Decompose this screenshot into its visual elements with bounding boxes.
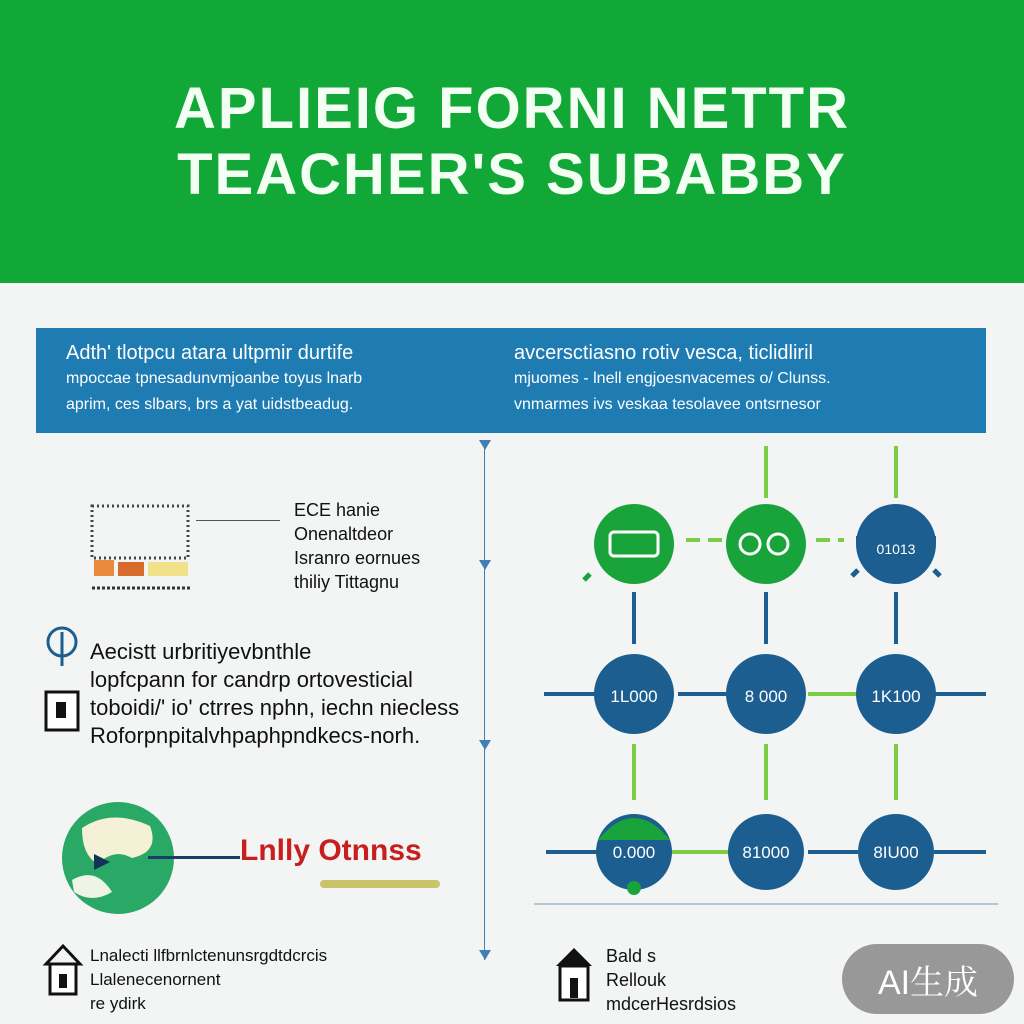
banner-left-line-3: aprim, ces slbars, brs a yat uidstbeadug. (66, 396, 354, 413)
arrow-center-icon (479, 740, 491, 750)
title-header (0, 0, 1024, 283)
mid-node-1-label: 1L000 (610, 687, 658, 706)
top-node-2 (726, 504, 806, 584)
item4-text (90, 944, 327, 1016)
item1-connector (196, 520, 280, 521)
right-bottom-line-1: Bald s (606, 946, 657, 966)
item1-line-3: Isranro eornues (294, 548, 421, 568)
title-line-2: TEACHER'S SUBABBY (177, 141, 847, 207)
item1-line-2: Onenaltdeor (294, 524, 394, 544)
item3-connector (148, 856, 240, 859)
scribble-map-icon (86, 500, 206, 600)
house-icon (42, 940, 84, 1000)
banner-left-line-2: mpoccae tpnesadunvmjoanbe toyus lnarb (66, 370, 363, 387)
divider-arrows (474, 436, 496, 966)
item2-line-4: Roforpnpitalvhpaphpndkecs-norh. (90, 723, 421, 748)
banner-left-line-1: Adth' tlotpcu atara ultpmir durtife (66, 342, 354, 364)
item1-line-4: thiliy Tittagnu (294, 572, 400, 592)
mid-node-3-label: 1K100 (871, 687, 921, 706)
banner-right-column (514, 340, 944, 418)
item3-highlight (320, 880, 440, 888)
banner-right-line-2: mjuomes - lnell engjoesnvacemes o/ Clunss. (514, 370, 831, 387)
bottom-node-1-label: 0.000 (612, 843, 656, 862)
mid-node-2-label: 8 000 (744, 687, 788, 706)
banner-right-line-1: avcersctiasno rotiv vesca, ticlidliril (514, 342, 813, 364)
item3-text: Lnlly Otnnss (240, 834, 422, 867)
banner-right-line-3: vnmarmes ivs veskaa tesolavee ontsrnesor (514, 396, 821, 413)
item4-line-1: Lnalecti llfbrnlctenunsrgdtdcrcis (90, 946, 328, 965)
arrow-bottom-icon (479, 950, 491, 960)
item1-line-1: ECE hanie (294, 500, 381, 520)
item4-line-2: Llalenecenornent (90, 970, 221, 989)
intro-banner (36, 328, 986, 433)
top-node-3-label: 01013 (876, 541, 916, 557)
right-bottom-line-2: Rellouk (606, 970, 667, 990)
item4-line-3: re ydirk (90, 994, 146, 1013)
ai-generated-badge: AI生成 (842, 944, 1014, 1014)
network-diagram (520, 440, 1000, 920)
bottom-node-2-label: 81000 (742, 843, 790, 862)
item2-line-2: lopfcpann for candrp ortovesticial (90, 667, 413, 692)
item1-text (294, 498, 420, 594)
banner-left-column (66, 340, 496, 418)
top-node-1 (584, 504, 674, 584)
pin-icon (44, 624, 80, 670)
title-line-1: APLIEIG FORNI NETTR (174, 75, 850, 141)
arrow-mid-icon (479, 560, 491, 570)
item2-text (90, 638, 459, 750)
right-bottom-text (606, 944, 736, 1016)
document-icon (42, 686, 82, 734)
bottom-node-3-label: 8IU00 (873, 843, 919, 862)
building-icon (552, 944, 596, 1006)
arrow-top-icon (479, 440, 491, 450)
right-bottom-line-3: mdcerHesrdsios (606, 994, 737, 1014)
item2-line-3: toboidi/' io' ctrres nphn, iechn niecless (90, 695, 460, 720)
item2-line-1: Aecistt urbritiyevbnthle (90, 639, 312, 664)
